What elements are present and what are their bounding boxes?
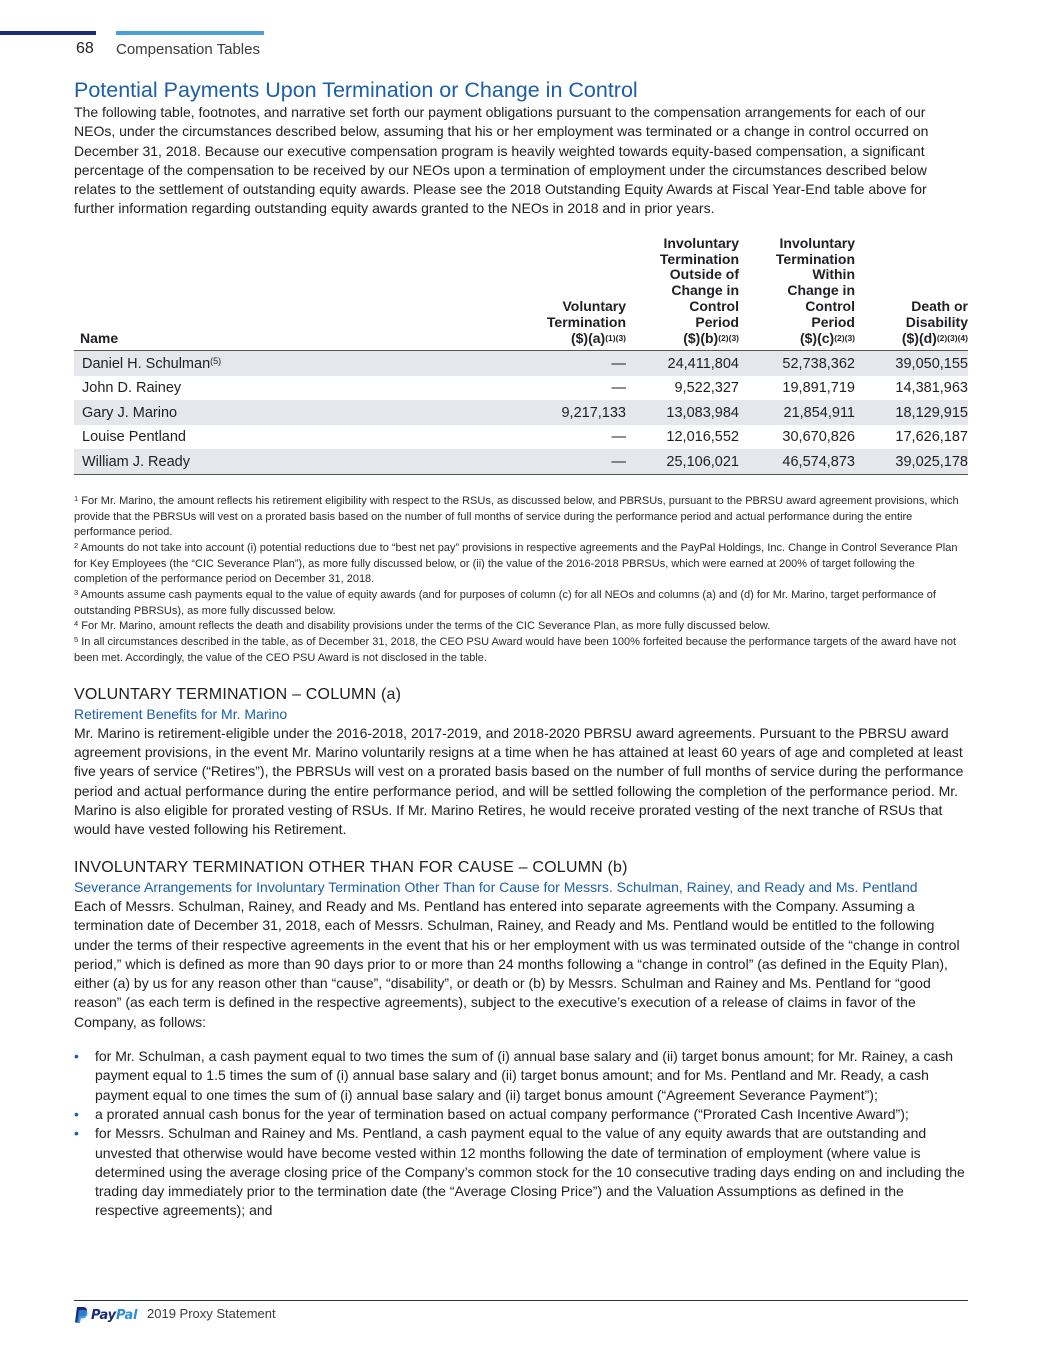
table-row [74,449,968,474]
list-item: • for Mr. Schulman, a cash payment equal to two times the sum of (i) annual base salary and (ii) target bonus amount; for Mr. Rainey, a cash payment equal to 1.5 times the sum of (i) annual base salary and (ii) target bonus amount; and for Ms. Pentland and Mr. Ready, a cash payment equal to one times the sum of (i) annual base salary and (ii) target bonus amount (“Agreement Severance Payment”); [74,1048,954,1103]
cell-involuntary-outside: 25,106,021 [626,449,739,474]
section-heading-involuntary: INVOLUNTARY TERMINATION OTHER THAN FOR CAUSE – COLUMN (b) [74,858,628,876]
header-involuntary-within-cic: Involuntary Termination Within Change in Control Period $(\$)(c)^{(2)(3)}$ [775,234,855,346]
page-number: 68 [76,40,94,57]
footnote: $^2$ Amounts do not take into account (i) potential reductions due to “best net pay” provisions in respective agreements and the PayPal Holdings, Inc. Change in Control Severance Plan for Key Employees (the “CIC Severance Plan”), as more fully discussed below, or (ii) the value of the 2016-2018 PBRSUs, which were earned at 200% of target following the completion of the performance period on December 31, 2018. [74,540,958,586]
cell-involuntary-within: 21,854,911 [739,400,855,425]
table-row [74,425,968,450]
table-row [74,351,968,376]
cell-involuntary-outside: 24,411,804 [626,351,739,376]
footnote: $^4$ For Mr. Marino, amount reflects the death and disability provisions under the terms of the CIC Severance Plan, as more fully discussed below. [74,619,771,633]
footnote: $^1$ For Mr. Marino, the amount reflects his retirement eligibility with respect to the RSUs, as discussed below, and PBRSUs, pursuant to the PBRSU award agreement provisions, which provide that the PBRSUs will vest on a prorated basis based on the number of full months of service during the performance period and actual performance during the entire performance period. [74,493,959,539]
cell-name: Daniel H. Schulman$^{(5)}$ [74,351,364,376]
header-voluntary-termination: Voluntary Termination $(\$)(a)^{(1)(3)}$ [546,297,626,346]
paypal-wordmark: PayPal [91,1307,138,1323]
paypal-p-icon [74,1306,88,1324]
cell-name: William J. Ready [74,449,364,474]
main-content [74,78,968,1221]
header-accent-bar-light [116,31,264,35]
bullet-icon: • [74,1105,79,1122]
cell-death-disability: 18,129,915 [855,400,968,425]
list-item: • a prorated annual cash bonus for the year of termination based on actual company performance (“Prorated Cash Incentive Award”); [74,1105,968,1124]
cell-voluntary: — [611,429,626,446]
section-title: Compensation Tables [116,41,260,58]
cell-involuntary-outside: 13,083,984 [626,400,739,425]
subheading-retirement-benefits: Retirement Benefits for Mr. Marino [74,705,288,722]
section-heading-voluntary: VOLUNTARY TERMINATION – COLUMN (a) [74,685,402,703]
cell-death-disability: 39,050,155 [855,351,968,376]
cell-involuntary-within: 52,738,362 [739,351,855,376]
cell-death-disability: 14,381,963 [895,380,968,397]
bullet-icon: • [74,1048,79,1065]
cell-name: John D. Rainey [82,380,182,397]
cell-voluntary: 9,217,133 [364,400,626,425]
cell-involuntary-within: 46,574,873 [739,449,855,474]
cell-involuntary-outside: 9,522,327 [674,380,739,397]
cell-voluntary: — [611,380,626,397]
table-footnotes [74,494,968,667]
cell-voluntary: — [364,351,626,376]
footer-text: 2019 Proxy Statement [147,1306,276,1321]
severance-paragraph: Each of Messrs. Schulman, Rainey, and Ready and Ms. Pentland has entered into separate agreements with the Company. Assuming a termination date of December 31, 2018, each of Messrs. Schulman, Rainey, and Ready and Ms. Pentland would be entitled to the following under the terms of their respective agreements in the event that his or her employment with us was terminated outside of the “change in control period,” which is defined as more than 90 days prior to or more than 24 months following a “change in control” (as defined in the Equity Plan), either (a) by us for any reason other than “cause”, “disability”, or death or (b) by Messrs. Schulman and Rainey and Ms. Pentland for “good reason” (as each term is defined in the respective agreements), subject to the executive’s execution of a release of claims in favor of the Company, as follows: [74,897,960,1030]
page-title: Potential Payments Upon Termination or Change in Control [74,78,638,102]
footnote: $^3$ Amounts assume cash payments equal to the value of equity awards (and for purposes of column (c) for all NEOs and columns (a) and (d) for Mr. Marino, target performance of outstanding PBRSUs), as more fully discussed below. [74,588,936,617]
footer-divider [74,1300,968,1301]
bullet-icon: • [74,1125,79,1142]
intro-paragraph: The following table, footnotes, and narrative set forth our payment obligations pursuant to the compensation arrangements for each of our NEOs, under the circumstances described below, assuming that his or her employment was terminated or a change in control occurred on December 31, 2018. Because our executive compensation program is heavily weighted towards equity-based compensation, a significant percentage of the compensation to be received by our NEOs upon a termination of employment under the circumstances described below relates to the settlement of outstanding equity awards. Please see the 2018 Outstanding Equity Awards at Fiscal Year-End table above for further information regarding outstanding equity awards granted to the NEOs in 2018 and in prior years. [74,104,929,217]
table-header-row [74,236,968,351]
cell-involuntary-within: 30,670,826 [782,429,855,446]
header-involuntary-outside-cic: Involuntary Termination Outside of Change in Control Period $(\$)(b)^{(2)(3)}$ [659,234,739,346]
header-accent-bar-dark [0,31,96,35]
retirement-benefits-paragraph: Mr. Marino is retirement-eligible under the 2016-2018, 2017-2019, and 2018-2020 PBRSU award agreements. Pursuant to the PBRSU award agreement provisions, in the event Mr. Marino voluntarily resigns at a time when he has attained at least 60 years of age and completed at least five years of service (“Retires”), the PBRSUs will vest on a prorated basis based on the number of full months of service during the performance period and actual performance during the entire performance period, and will be settled following the completion of the performance period. Mr. Marino is also eligible for prorated vesting of RSUs. If Mr. Marino Retires, he would receive prorated vesting of the next tranche of RSUs that would have vested following his Retirement. [74,724,964,838]
cell-involuntary-within: 19,891,719 [782,380,855,397]
cell-death-disability: 17,626,187 [895,429,968,446]
cell-name: Louise Pentland [82,429,186,446]
severance-bullet-list [74,1047,968,1221]
termination-payments-table [74,236,968,475]
table-row [74,400,968,425]
paypal-logo [74,1305,137,1325]
header-name: Name [80,329,119,346]
footnote: $^5$ In all circumstances described in the table, as of December 31, 2018, the CEO PSU Award would have been 100% forfeited because the performance targets of the award have not been met. Accordingly, the value of the CEO PSU Award is not disclosed in the table. [74,635,957,664]
subheading-severance-arrangements: Severance Arrangements for Involuntary Termination Other Than for Cause for Messrs. Schulman, Rainey, and Ready and Ms. Pentland [74,878,918,895]
cell-involuntary-outside: 12,016,552 [666,429,739,446]
cell-death-disability: 39,025,178 [855,449,968,474]
table-row [74,376,968,401]
list-item: • for Messrs. Schulman and Rainey and Ms. Pentland, a cash payment equal to the value of any equity awards that are outstanding and unvested that otherwise would have become vested within 12 months following the date of termination of employment (where value is determined using the average closing price of the Company’s common stock for the 10 consecutive trading days ending on and including the trading day immediately prior to the termination date (the “Average Closing Price”) and the Valuation Assumptions as defined in the respective agreements); and [74,1125,965,1219]
header-death-or-disability: Death or Disability $(\$)(d)^{(2)(3)(4)}$ [901,297,968,346]
cell-name: Gary J. Marino [74,400,364,425]
cell-voluntary: — [364,449,626,474]
